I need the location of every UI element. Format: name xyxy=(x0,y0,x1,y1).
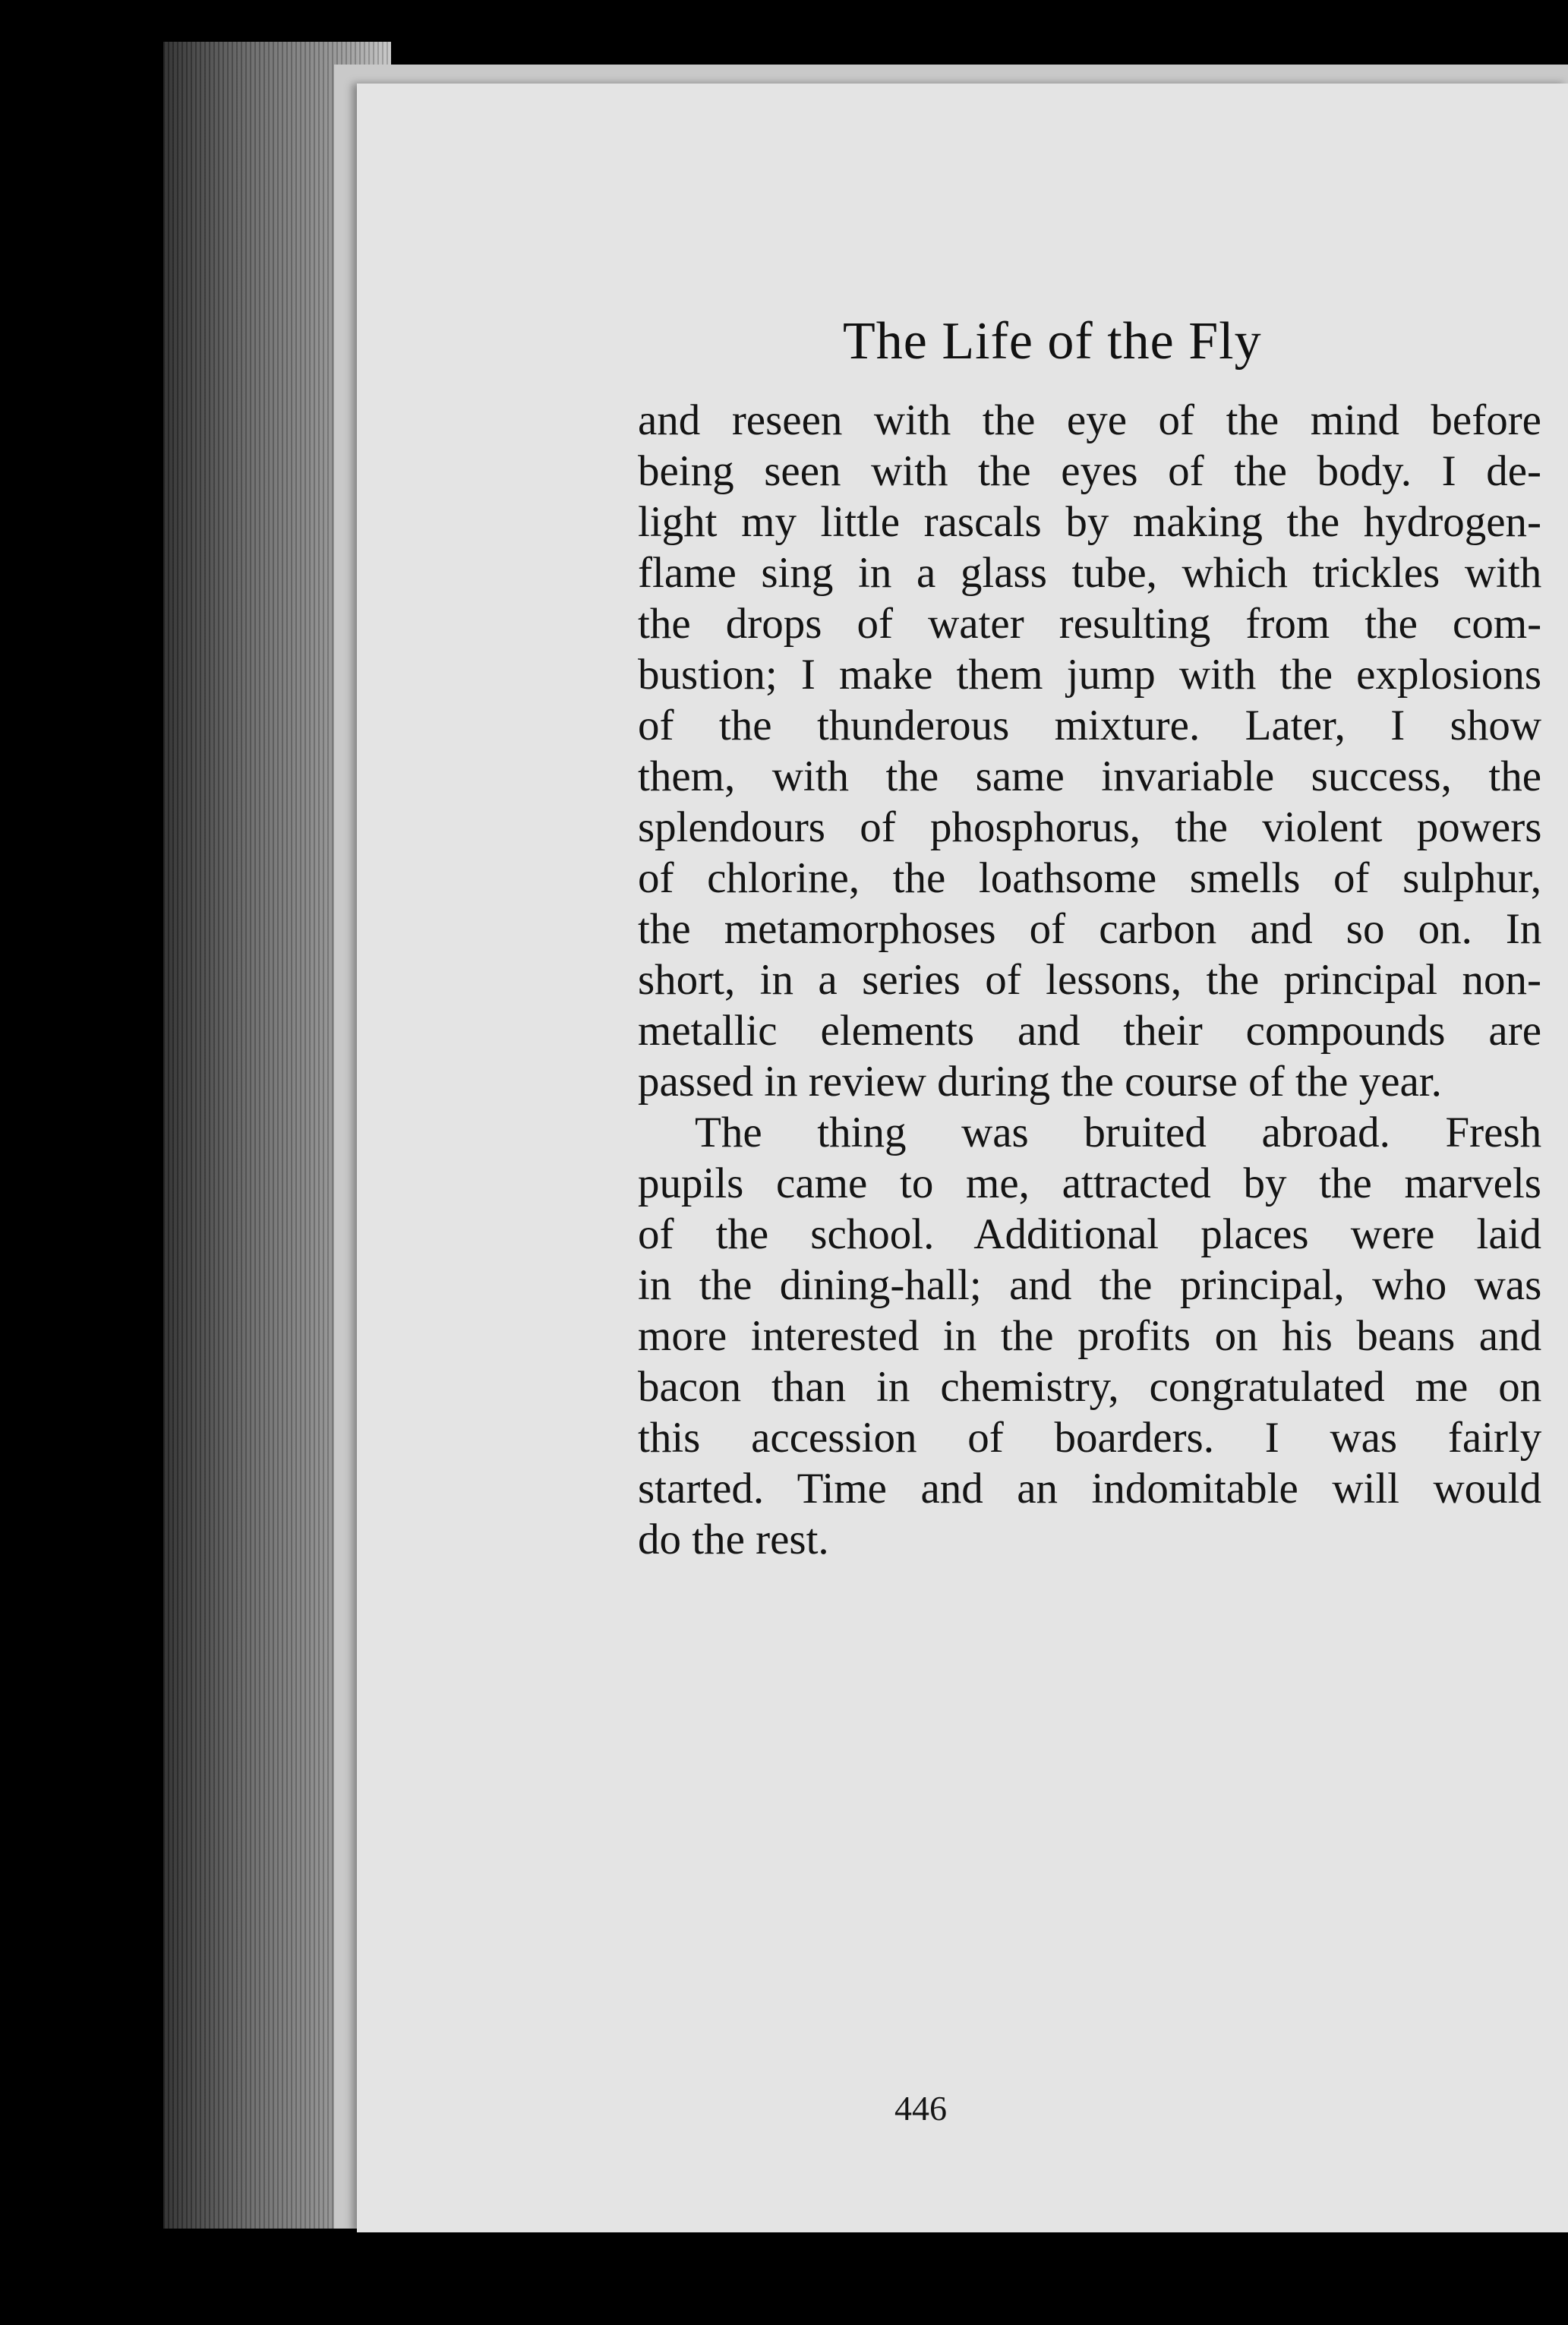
text-line: of the school. Additional places were laid xyxy=(638,1210,1541,1258)
text-line: of the thunderous mixture. Later, I show xyxy=(638,702,1541,749)
text-line: The thing was bruited abroad. Fresh xyxy=(695,1109,1542,1156)
text-line: of chlorine, the loathsome smells of sulphur, xyxy=(638,854,1542,902)
text-line: this accession of boarders. I was fairly xyxy=(638,1414,1542,1462)
text-line: bacon than in chemistry, congratulated me on xyxy=(638,1363,1542,1411)
text-line: the drops of water resulting from the com- xyxy=(638,600,1542,648)
text-line: bustion; I make them jump with the explosions xyxy=(638,651,1541,699)
text-line: started. Time and an indomitable will would xyxy=(638,1465,1541,1513)
text-line: more interested in the profits on his beans and xyxy=(638,1312,1542,1360)
running-head-text: The Life of the Fly xyxy=(843,312,1262,371)
text-line: the metamorphoses of carbon and so on. In xyxy=(638,905,1542,953)
text-line: light my little rascals by making the hydrogen- xyxy=(638,498,1541,546)
text-line: them, with the same invariable success, the xyxy=(638,752,1541,800)
text-line: in the dining-hall; and the principal, who was xyxy=(638,1261,1542,1309)
text-line: passed in review during the course of the year. xyxy=(638,1058,1442,1106)
text-line: metallic elements and their compounds are xyxy=(638,1007,1541,1055)
text-line: flame sing in a glass tube, which trickles with xyxy=(638,549,1542,597)
text-line: short, in a series of lessons, the principal non- xyxy=(638,956,1541,1004)
page-number xyxy=(357,2088,1568,2128)
text-line: being seen with the eyes of the body. I de- xyxy=(638,447,1541,495)
text-line: and reseen with the eye of the mind before xyxy=(638,396,1541,444)
page-number-text: 446 xyxy=(894,2089,947,2128)
body-text xyxy=(638,395,1541,1565)
text-line: pupils came to me, attracted by the marvels xyxy=(638,1159,1541,1207)
text-line: do the rest. xyxy=(638,1516,829,1563)
text-line: splendours of phosphorus, the violent powers xyxy=(638,803,1542,851)
book-page xyxy=(357,84,1568,2232)
